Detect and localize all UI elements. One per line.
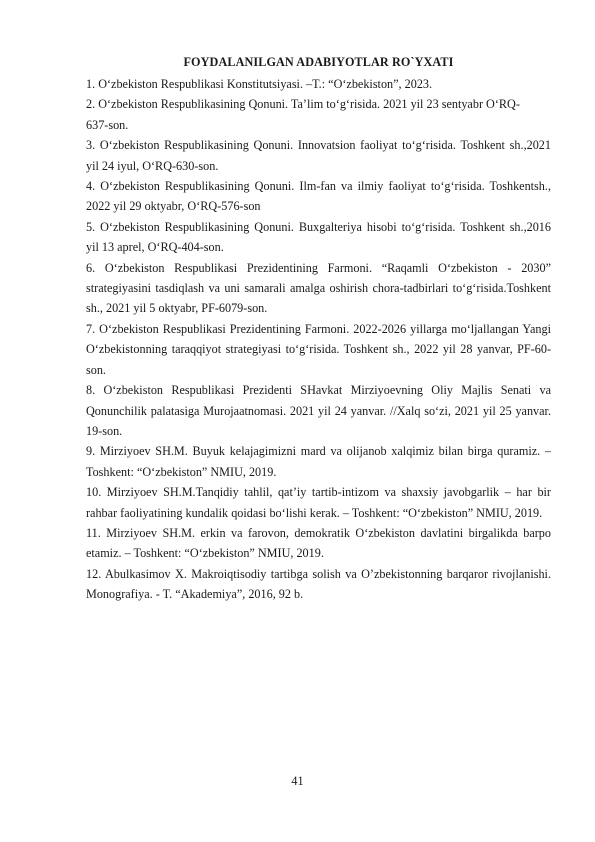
reference-item-8: 8. O‘zbekiston Respublikasi Prezidenti SHavkat Mirziyoevning Oliy Majlis Senati va Qonunchilik palatasiga Murojaatnomasi. 2021 yil 24 yanvar. //Xalq so‘zi, 2021 yil 25 yanvar. 19-son. bbox=[86, 383, 551, 438]
reference-item-6: 6. O‘zbekiston Respublikasi Prezidentining Farmoni. “Raqamli O‘zbekiston - 2030” strategiyasini tasdiqlash va uni samarali amalga oshirish chora-tadbirlari to‘g‘risida.Toshkent sh., 2021 yil 5 oktyabr, PF-6079-son. bbox=[86, 260, 551, 316]
reference-item-1: 1. O‘zbekiston Respublikasi Konstitutsiyasi. –T.: “O‘zbekiston”, 2023. bbox=[86, 77, 433, 91]
page-number: 41 bbox=[291, 774, 304, 788]
reference-item-3: 3. O‘zbekiston Respublikasining Qonuni. Innovatsion faoliyat to‘g‘risida. Toshkent sh.,2021 yil 24 iyul, O‘RQ-630-son. bbox=[86, 138, 551, 173]
reference-item-5: 5. O‘zbekiston Respublikasining Qonuni. Buxgalteriya hisobi to‘g‘risida. Toshkent sh.,2016 yil 13 aprel, O‘RQ-404-son. bbox=[86, 219, 551, 255]
bibliography-title: FOYDALANILGAN ADABIYOTLAR RO`YXATI bbox=[183, 55, 454, 69]
reference-item-10: 10. Mirziyoev SH.M.Tanqidiy tahlil, qat’iy tartib-intizom va shaxsiy javobgarlik – har bir rahbar faoliyatining kundalik qoidasi bo‘lishi kerak. – Toshkent: “O‘zbekiston” NMIU, 2019. bbox=[86, 485, 551, 520]
reference-item-11: 11. Mirziyoev SH.M. erkin va farovon, demokratik O‘zbekiston davlatini birgalikda barpo etamiz. – Toshkent: “O‘zbekiston” NMIU, 2019. bbox=[86, 525, 551, 561]
reference-item-2: 2. O‘zbekiston Respublikasining Qonuni. Ta’lim to‘g‘risida. 2021 yil 23 sentyabr O‘RQ-637-son. bbox=[86, 97, 520, 132]
document-page bbox=[86, 52, 551, 605]
reference-item-4: 4. O‘zbekiston Respublikasining Qonuni. Ilm-fan va ilmiy faoliyat to‘g‘risida. Toshkentsh., 2022 yil 29 oktyabr, O‘RQ-576-son bbox=[86, 179, 551, 214]
reference-item-9: 9. Mirziyoev SH.M. Buyuk kelajagimizni mard va olijanob xalqimiz bilan birga quramiz. – Toshkent: “O‘zbekiston” NMIU, 2019. bbox=[86, 444, 551, 479]
reference-item-12: 12. Abulkasimov X. Makroiqtisodiy tartibga solish va O’zbekistonning barqaror rivojlanishi. Monografiya. - T. “Akademiya”, 2016, 92 b. bbox=[86, 566, 551, 602]
reference-item-7: 7. O‘zbekiston Respublikasi Prezidentining Farmoni. 2022-2026 yillarga mo‘ljallangan Yangi O‘zbekistonning taraqqiyot strategiyasi to‘g‘risida. Toshkent sh., 2022 yil 28 yanvar, PF-60-son. bbox=[86, 321, 551, 377]
